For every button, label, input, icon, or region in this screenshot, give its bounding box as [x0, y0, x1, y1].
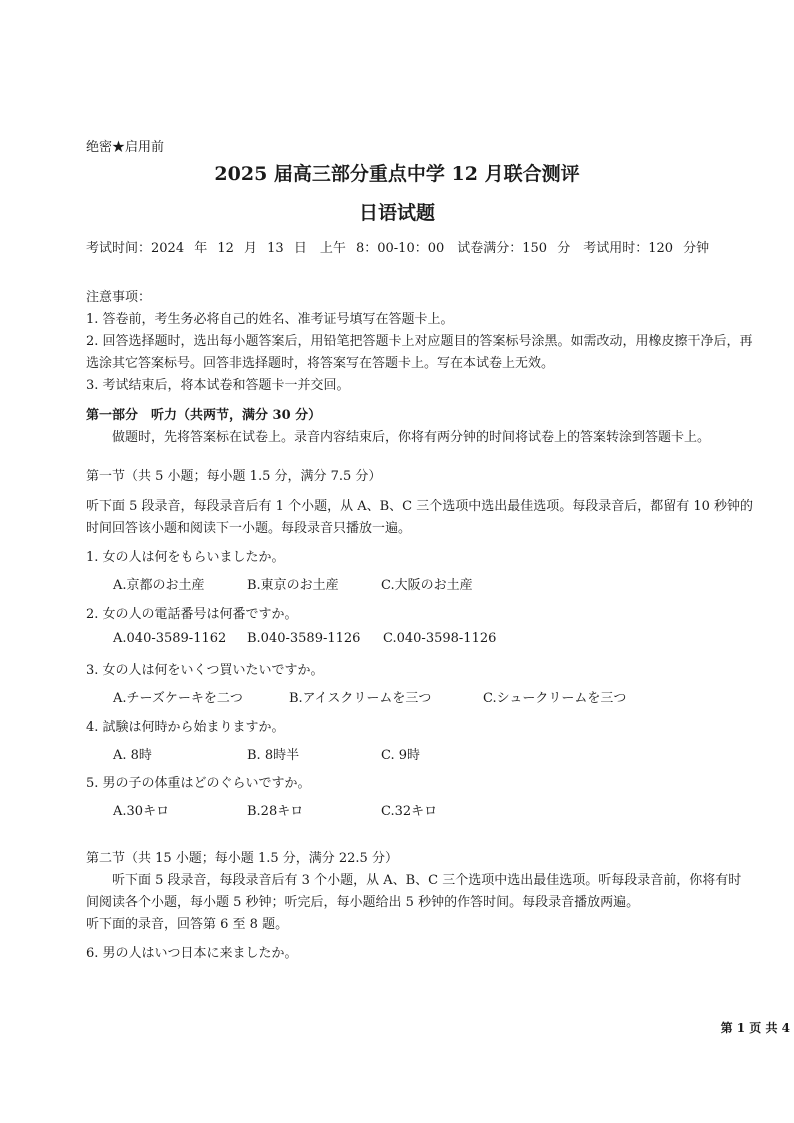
part1-heading: 第一部分 听力（共两节，满分 30 分）: [86, 408, 322, 423]
note-item: 1. 答卷前，考生务必将自己的姓名、准考证号填写在答题卡上。: [86, 312, 454, 327]
option-c: C.大阪のお土産: [381, 578, 473, 593]
note-item: 2. 回答选择题时，选出每小题答案后，用铅笔把答题卡上对应题目的答案标号涂黑。如需改动，用橡皮擦干净后，再选涂其它答案标号。回答非选择题时，将答案写在答题卡上。写在本试卷上无效。: [86, 334, 753, 371]
option-a: A.30キロ: [113, 804, 170, 819]
section2-sub-instruction: 听下面的录音，回答第 6 至 8 题。: [86, 917, 289, 932]
question-6: 6. 男の人はいつ日本に来ましたか。: [86, 946, 298, 961]
option-c: C. 9時: [381, 748, 421, 763]
question-5-options: [113, 800, 437, 819]
option-a: A.チーズケーキを二つ: [113, 691, 243, 706]
part1-instruction: 做题时，先将答案标在试卷上。录音内容结束后，你将有两分钟的时间将试卷上的答案转涂到答题卡上。: [112, 430, 711, 445]
option-a: A.京都のお土産: [113, 578, 205, 593]
question-1: 1. 女の人は何をもらいましたか。: [86, 550, 285, 565]
confidential-label: 绝密★启用前: [86, 140, 165, 155]
section1-instruction: 听下面 5 段录音，每段录音后有 1 个小题，从 A、B、C 三个选项中选出最佳选项。每段录音后，都留有 10 秒钟的时间回答该小题和阅读下一小题。每段录音只播放一遍。: [86, 499, 754, 536]
question-1-options: [113, 574, 473, 593]
question-5: 5. 男の子の体重はどのぐらいですか。: [86, 776, 311, 791]
question-3: 3. 女の人は何をいくつ買いたいですか。: [86, 663, 324, 678]
question-4: 4. 試験は何時から始まりますか。: [86, 720, 285, 735]
question-2: 2. 女の人の電話番号は何番ですか。: [86, 607, 298, 622]
notes-heading: 注意事项：: [86, 290, 152, 305]
section2-heading: 第二节（共 15 小题；每小题 1.5 分，满分 22.5 分）: [86, 851, 398, 866]
option-b: B. 8時半: [247, 748, 300, 763]
question-3-options: [113, 687, 626, 706]
option-b: B.東京のお土産: [247, 578, 339, 593]
part1-section: [86, 405, 754, 449]
option-a: A.040-3589-1162: [113, 631, 227, 646]
section2-instruction: 听下面 5 段录音，每段录音后有 3 个小题，从 A、B、C 三个选项中选出最佳选项。听每段录音前，你将有时间阅读各个小题，每小题 5 秒钟；听完后，每小题给出 5 秒钟的作答时间。每段录音播放两遍。: [86, 873, 742, 910]
option-a: A. 8時: [113, 748, 152, 763]
section1: [86, 466, 754, 540]
option-c: C.シュークリームを三つ: [483, 691, 627, 706]
section1-heading: 第一节（共 5 小题；每小题 1.5 分，满分 7.5 分）: [86, 469, 382, 484]
exam-info: 考试时间：2024 年 12 月 13 日 上午 8：00-10：00 试卷满分：150 分 考试用时：120 分钟: [86, 241, 710, 256]
option-b: B.アイスクリームを三つ: [289, 691, 432, 706]
exam-title: 2025 届高三部分重点中学 12 月联合测评: [214, 163, 580, 185]
page-number: 第 1 页 共 4: [720, 1021, 790, 1035]
option-b: B.040-3589-1126: [247, 631, 361, 646]
question-4-options: [113, 744, 420, 763]
notes-section: [86, 287, 754, 397]
option-c: C.32キロ: [381, 804, 438, 819]
question-2-options: [113, 631, 496, 646]
option-c: C.040-3598-1126: [383, 631, 497, 646]
section2: [86, 848, 754, 936]
option-b: B.28キロ: [247, 804, 304, 819]
exam-subtitle: 日语试题: [358, 202, 435, 224]
note-item: 3. 考试结束后，将本试卷和答题卡一并交回。: [86, 378, 350, 393]
